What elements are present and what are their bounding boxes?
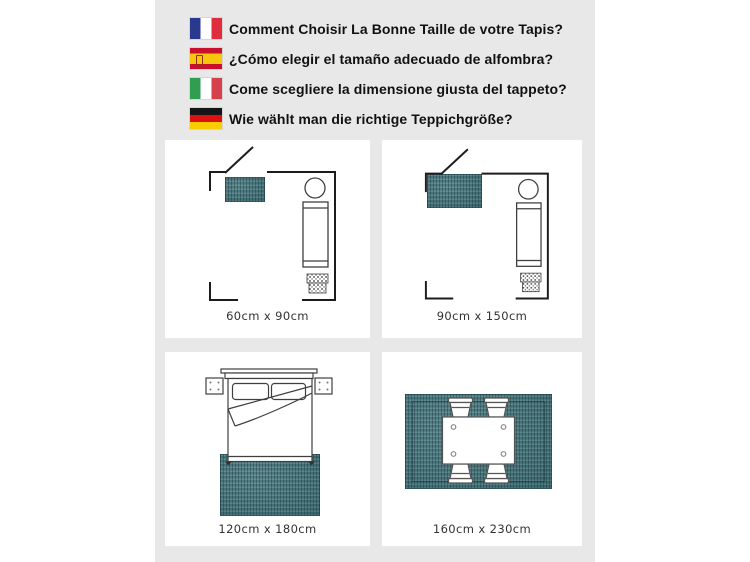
chair-icon [449, 464, 473, 483]
italy-flag-icon [190, 78, 222, 99]
headboard-icon [221, 369, 317, 373]
header-row-german [190, 108, 567, 129]
header-questions [190, 18, 567, 138]
rug-size-infographic [155, 0, 595, 562]
panel-bedroom-120x180 [165, 352, 370, 546]
side-table-icon [519, 179, 539, 199]
bed-feet [225, 462, 315, 466]
dining-set-topview-icon [382, 352, 582, 546]
dining-table-icon [443, 417, 515, 464]
nightstand-left-icon [206, 378, 223, 394]
pillow-icon [272, 384, 306, 400]
bed-group [206, 369, 332, 466]
chair-icon [485, 398, 509, 417]
chair-icon [485, 464, 509, 483]
nightstand-right-icon [315, 378, 332, 394]
rug-size-label: 120cm x 180cm [218, 522, 317, 536]
bed-topview-icon [165, 352, 370, 546]
side-table-icon [305, 178, 325, 198]
question-spanish: ¿Cómo elegir el tamaño adecuado de alfombra? [229, 50, 554, 67]
door-swing-icon [441, 149, 468, 174]
question-german: Wie wählt man die richtige Teppichgröße? [229, 110, 513, 127]
rug-size-label: 90cm x 150cm [436, 309, 528, 323]
question-french: Comment Choisir La Bonne Taille de votre Tapis? [229, 20, 564, 37]
panel-room-90x150 [382, 140, 582, 338]
panel-room-60x90 [165, 140, 370, 338]
germany-flag-icon [190, 108, 222, 129]
panel-dining-160x230 [382, 352, 582, 546]
question-italian: Come scegliere la dimensione giusta del tappeto? [229, 80, 567, 97]
console-table-icon [517, 203, 541, 266]
door-swing-icon [225, 147, 253, 173]
plant-icon [307, 274, 328, 283]
rug-size-label: 60cm x 90cm [226, 309, 309, 323]
header-row-french [190, 18, 567, 39]
plant-icon [521, 273, 541, 282]
furniture [303, 178, 328, 293]
spain-flag-icon [190, 48, 222, 69]
console-table-icon [303, 202, 328, 267]
rug-size-label: 160cm x 230cm [432, 522, 532, 536]
dining-group [443, 398, 515, 483]
header-row-spanish [190, 48, 567, 69]
diagram-grid [165, 140, 582, 546]
header-row-italian [190, 78, 567, 99]
chair-icon [449, 398, 473, 417]
france-flag-icon [190, 18, 222, 39]
furniture [517, 179, 541, 291]
pillow-icon [233, 384, 269, 400]
